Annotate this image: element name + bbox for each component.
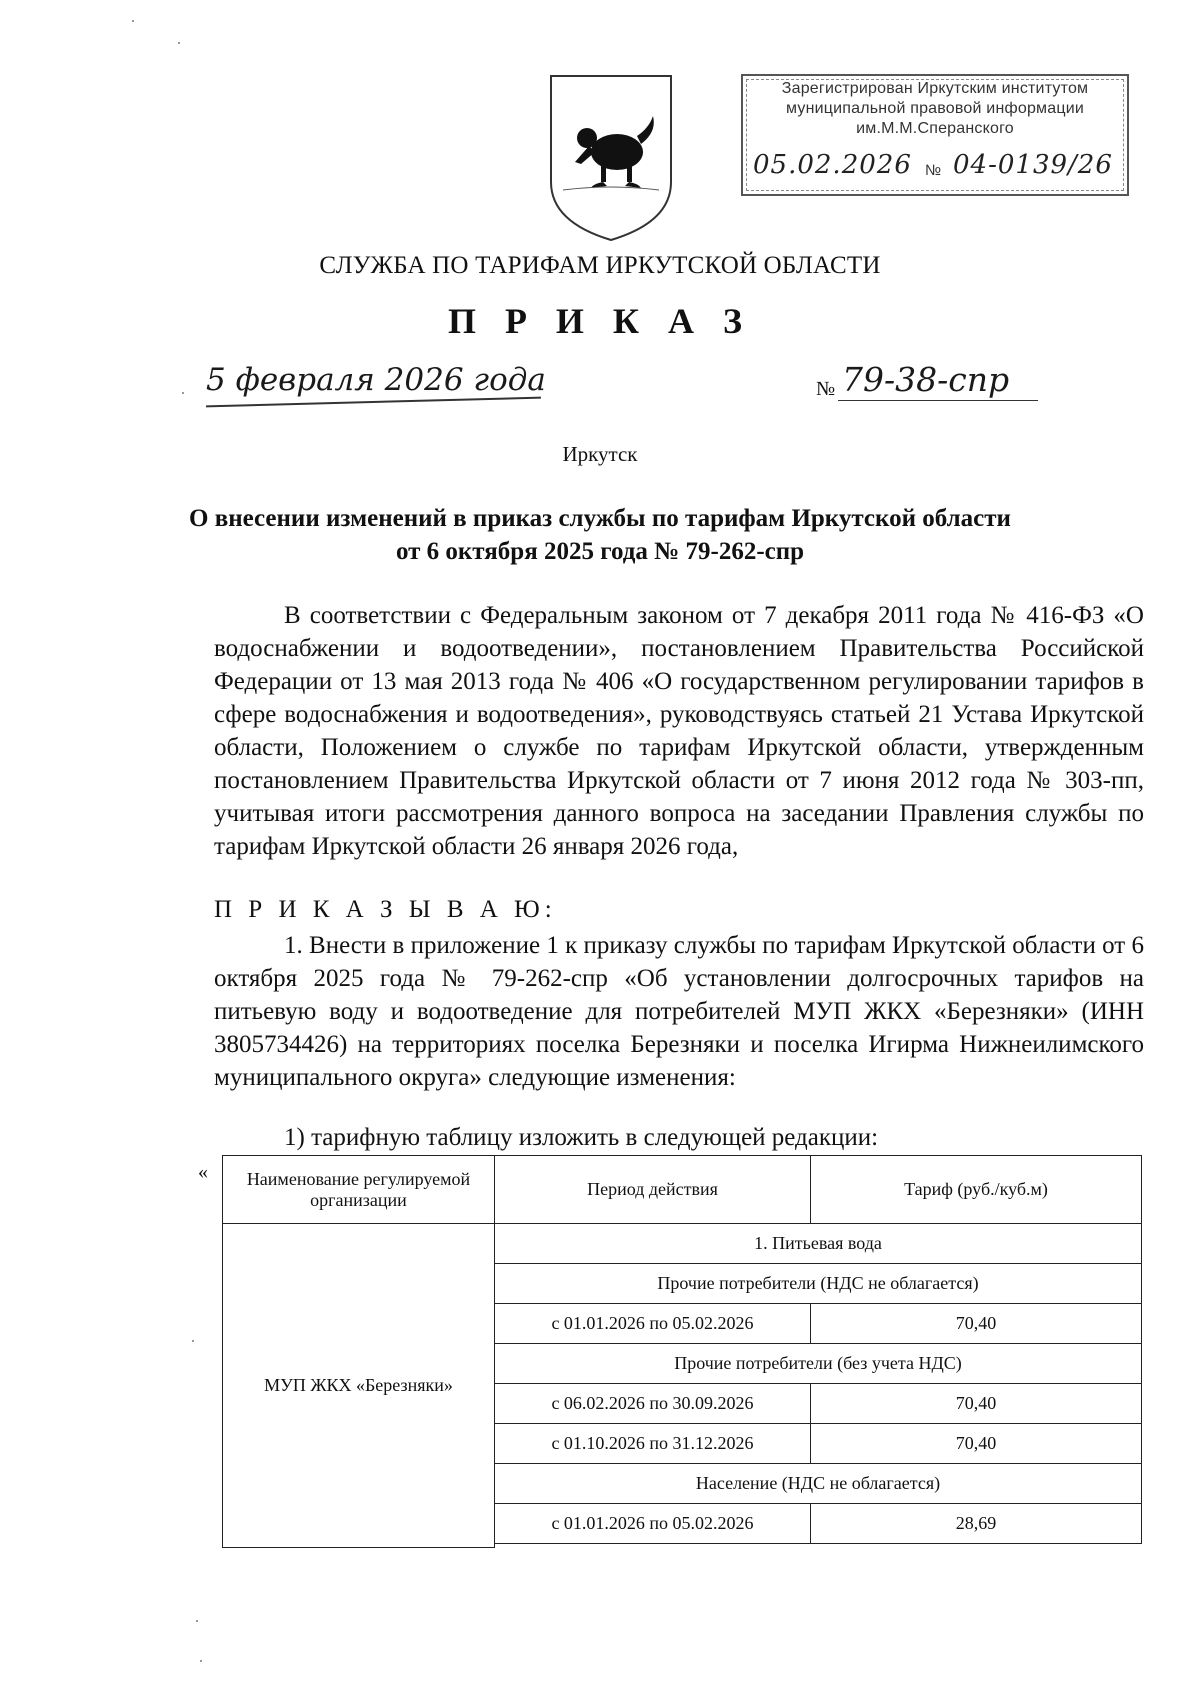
subject-line-2: от 6 октября 2025 года № 79-262-спр bbox=[395, 538, 805, 565]
organization-cell: МУП ЖКХ «Березняки» bbox=[223, 1224, 495, 1548]
table-header-row bbox=[223, 1156, 1142, 1224]
scan-speck bbox=[182, 392, 184, 394]
group-label-cell: Население (НДС не облагается) bbox=[495, 1464, 1142, 1504]
preamble-text: В соответствии с Федеральным законом от 7 декабря 2011 года № 416-ФЗ «О водоснабжении и водоотведении», постановлением Правительства Российской Федерации от 13 мая 2013 года № 406 «О государственном регулировании тарифов в сфере водоснабжения и водоотведения», руководствуясь статьей 21 Устава Иркутской области, Положением о службе по тарифам Иркутской области, утвержденным постановлением Правительства Иркутской области от 7 июня 2012 года № 303-пп, учитывая итоги рассмотрения данного вопроса на заседании Правления службы по тарифам Иркутской области 26 января 2026 года, bbox=[214, 602, 1144, 860]
header-period: Период действия bbox=[495, 1156, 811, 1224]
header-tariff: Тариф (руб./куб.м) bbox=[811, 1156, 1142, 1224]
preamble-paragraph bbox=[214, 599, 1144, 863]
order-date: 5 февраля 2026 года bbox=[206, 362, 546, 398]
stamp-line-1: Зарегистрирован Иркутским институтом bbox=[781, 80, 1089, 97]
clause-1-text: 1. Внести в приложение 1 к приказу службы по тарифам Иркутской области от 6 октября 2025 года № 79-262-спр «Об установлении долгосрочных тарифов на питьевую воду и водоотведение для потребителей МУП ЖКХ «Березняки» (ИНН 3805734426) на территориях поселка Березняки и поселка Игирма Нижнеилимского муниципального округа» следующие изменения: bbox=[214, 932, 1144, 1091]
stamp-number-label: № bbox=[925, 162, 942, 179]
table-row bbox=[223, 1224, 1142, 1264]
scan-speck bbox=[196, 1620, 198, 1622]
registration-stamp bbox=[741, 74, 1129, 196]
agency-name: СЛУЖБА ПО ТАРИФАМ ИРКУТСКОЙ ОБЛАСТИ bbox=[319, 252, 881, 279]
stamp-registration-number: 04-0139/26 bbox=[953, 150, 1113, 180]
clause-1-subitem: 1) тарифную таблицу изложить в следующей редакции: bbox=[284, 1124, 879, 1151]
order-subject bbox=[0, 502, 1200, 568]
document-title: П Р И К А З bbox=[447, 301, 753, 341]
tariff-cell: 70,40 bbox=[811, 1384, 1142, 1424]
period-cell: с 06.02.2026 по 30.09.2026 bbox=[495, 1384, 811, 1424]
tariff-cell: 28,69 bbox=[811, 1504, 1142, 1544]
tariff-table bbox=[222, 1155, 1142, 1548]
scan-speck bbox=[132, 20, 134, 22]
group-label-cell: Прочие потребители (без учета НДС) bbox=[495, 1344, 1142, 1384]
tariff-cell: 70,40 bbox=[811, 1424, 1142, 1464]
stamp-line-2: муниципальной правовой информации bbox=[786, 100, 1084, 117]
opening-quote: « bbox=[198, 1161, 208, 1183]
order-number-sign: № bbox=[816, 378, 836, 400]
number-underline bbox=[838, 400, 1038, 401]
stamp-registration-date: 05.02.2026 bbox=[753, 150, 912, 180]
period-cell: с 01.10.2026 по 31.12.2026 bbox=[495, 1424, 811, 1464]
header-organization: Наименование регулируемой организации bbox=[223, 1156, 495, 1224]
group-label-cell: Прочие потребители (НДС не облагается) bbox=[495, 1264, 1142, 1304]
scan-speck bbox=[200, 1660, 202, 1662]
decree-word: П Р И К А З Ы В А Ю: bbox=[214, 896, 557, 923]
section-cell: 1. Питьевая вода bbox=[495, 1224, 1142, 1264]
period-cell: с 01.01.2026 по 05.02.2026 bbox=[495, 1504, 811, 1544]
clause-1-paragraph bbox=[214, 929, 1144, 1094]
tariff-cell: 70,40 bbox=[811, 1304, 1142, 1344]
irkutsk-coat-of-arms-emblem bbox=[545, 72, 677, 244]
date-underline bbox=[206, 397, 541, 408]
order-number: 79-38-спр bbox=[842, 360, 1010, 399]
scan-speck bbox=[178, 42, 180, 44]
subject-line-1: О внесении изменений в приказ службы по тарифам Иркутской области bbox=[189, 505, 1011, 532]
stamp-line-3: им.М.М.Сперанского bbox=[856, 120, 1014, 137]
scan-speck bbox=[192, 1340, 194, 1342]
city: Иркутск bbox=[562, 442, 638, 466]
period-cell: с 01.01.2026 по 05.02.2026 bbox=[495, 1304, 811, 1344]
